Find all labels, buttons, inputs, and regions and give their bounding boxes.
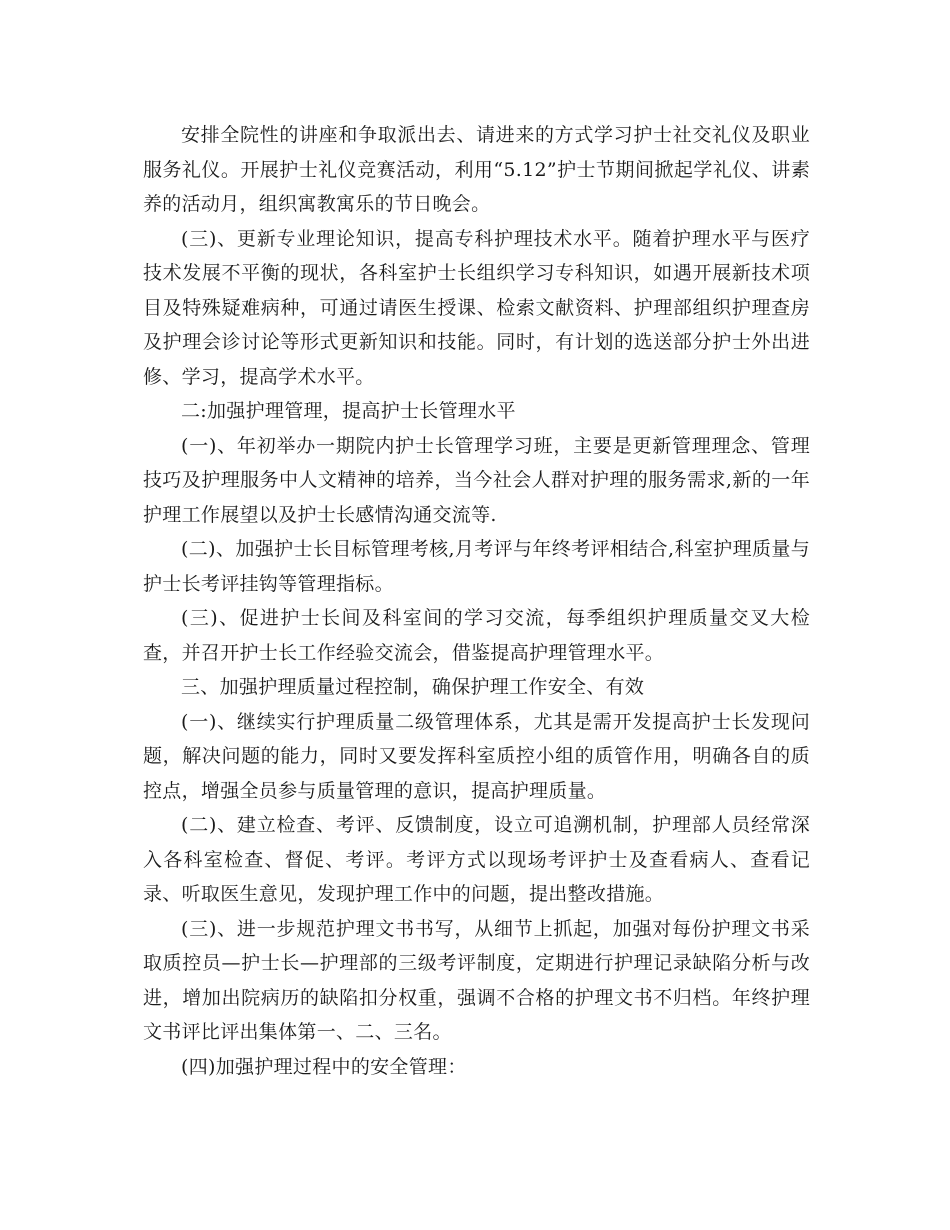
paragraph-update-professional-knowledge: (三)、更新专业理论知识，提高专科护理技术水平。随着护理水平与医疗技术发展不平衡的现状，各科室护士长组织学习专科知识，如遇开展新技术项目及特殊疑难病种，可通过请医生授课、检索文献资料、护理部组织护理查房及护理会诊讨论等形式更新知识和技能。同时，有计划的选送部分护士外出进修、学习，提高学术水平。: [143, 227, 810, 388]
paragraph-safety-management: (四)加强护理过程中的安全管理：: [181, 1055, 467, 1078]
section-heading-quality-control: 三、加强护理质量过程控制，确保护理工作安全、有效: [181, 676, 645, 698]
section-heading-strengthen-management: 二:加强护理管理，提高护士长管理水平: [181, 400, 516, 422]
paragraph-two-level-management: (一)、继续实行护理质量二级管理体系，尤其是需开发提高护士长发现问题，解决问题的能力，同时又要发挥科室质控小组的质管作用，明确各自的质控点，增强全员参与质量管理的意识，提高护理质量。: [143, 710, 810, 802]
paragraph-head-nurse-training: (一)、年初举办一期院内护士长管理学习班，主要是更新管理理念、管理技巧及护理服务中人文精神的培养，当今社会人群对护理的服务需求,新的一年护理工作展望以及护士长感情沟通交流等.: [143, 434, 810, 526]
document-body: [143, 118, 810, 1084]
paragraph-target-management: (二)、加强护士长目标管理考核,月考评与年终考评相结合,科室护理质量与护士长考评挂钩等管理指标。: [143, 538, 810, 595]
paragraph-nursing-documents: (三)、进一步规范护理文书书写，从细节上抓起，加强对每份护理文书采取质控员—护士长—护理部的三级考评制度，定期进行护理记录缺陷分析与改进，增加出院病历的缺陷扣分权重，强调不合格的护理文书不归档。年终护理文书评比评出集体第一、二、三名。: [143, 917, 810, 1043]
paragraph-etiquette-training: 安排全院性的讲座和争取派出去、请进来的方式学习护士社交礼仪及职业服务礼仪。开展护士礼仪竞赛活动，利用“5.12”护士节期间掀起学礼仪、讲素养的活动月，组织寓教寓乐的节日晚会。: [143, 124, 810, 215]
paragraph-inspection-system: (二)、建立检查、考评、反馈制度，设立可追溯机制，护理部人员经常深入各科室检查、督促、考评。考评方式以现场考评护士及查看病人、查看记录、听取医生意见，发现护理工作中的问题，提出整改措施。: [143, 814, 810, 905]
paragraph-exchange-learning: (三)、促进护士长间及科室间的学习交流，每季组织护理质量交叉大检查，并召开护士长工作经验交流会，借鉴提高护理管理水平。: [143, 607, 810, 664]
